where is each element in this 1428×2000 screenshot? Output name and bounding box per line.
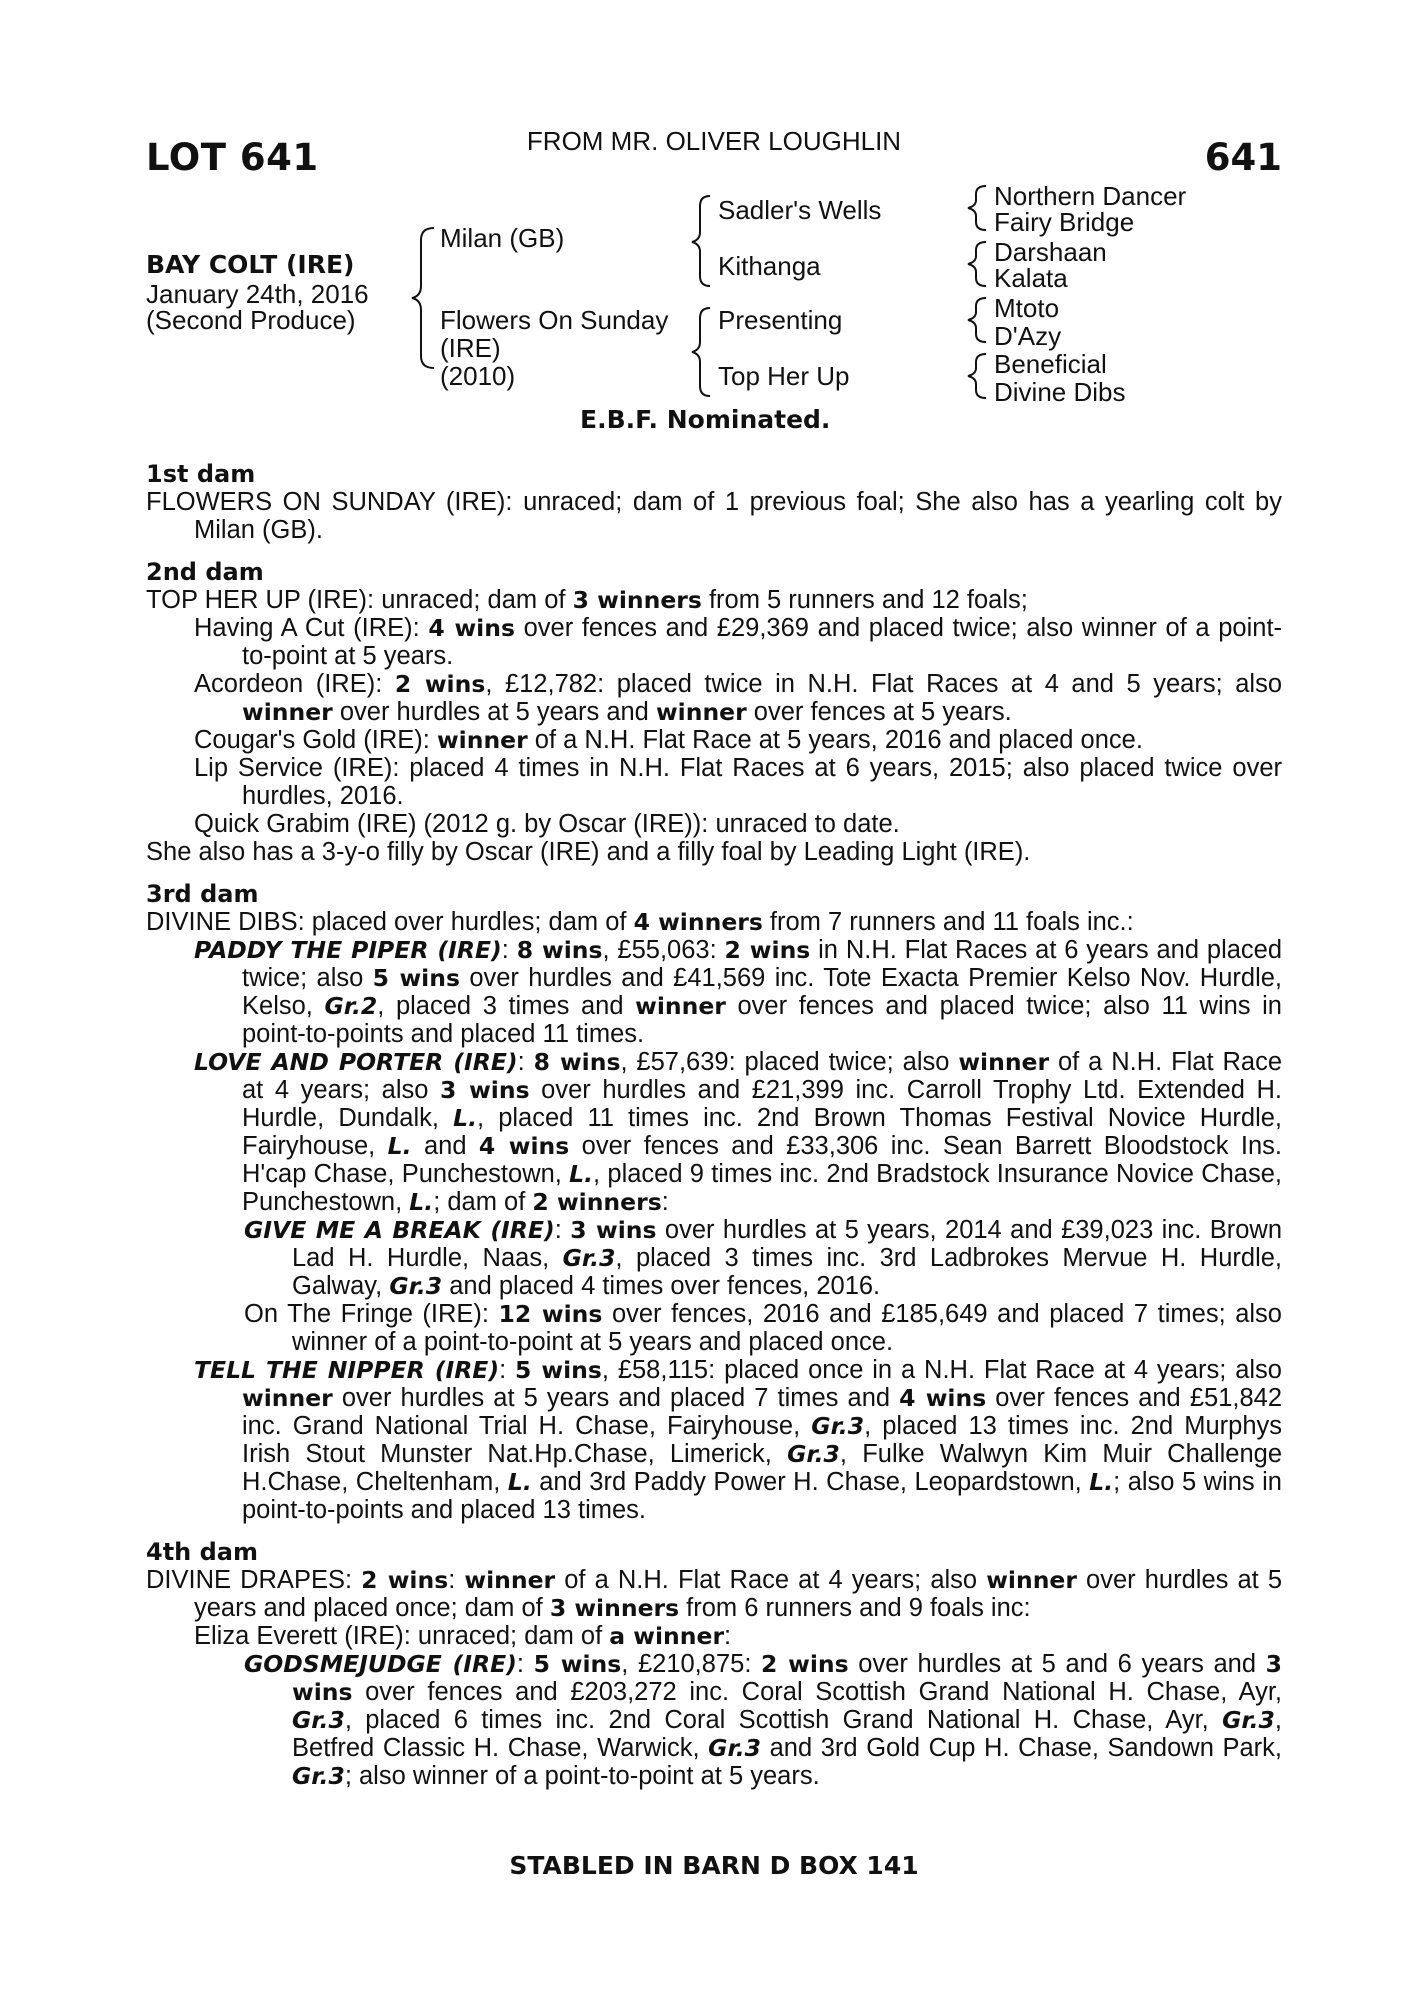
emphasis-text: 8 wins — [516, 936, 603, 964]
emphasis-text: TELL THE NIPPER (IRE) — [194, 1356, 500, 1384]
emphasis-text: winner — [635, 992, 726, 1020]
emphasis-text: 2 wins — [394, 670, 486, 698]
entry-text: : — [499, 1356, 516, 1384]
emphasis-text: 3 wins — [570, 1216, 657, 1244]
great-grandparent-8: Divine Dibs — [994, 377, 1126, 407]
emphasis-text: a winner — [609, 1622, 725, 1650]
family-notes — [146, 460, 1282, 1790]
emphasis-text: Gr.3 — [562, 1244, 616, 1272]
emphasis-text: winner — [242, 698, 333, 726]
dam-section — [146, 880, 1282, 1524]
entry-text: from 6 runners and 9 foals inc: — [679, 1594, 1031, 1622]
emphasis-text: L. — [387, 1132, 412, 1160]
entry-text: ; also 5 wins in point-to-points and placed 13 times. — [242, 1468, 1282, 1524]
entry-text: over fences and £203,272 inc. Coral Scottish Grand National H. Chase, Ayr, — [352, 1678, 1282, 1706]
entry-text: over hurdles and £41,569 inc. Tote Exacta Premier Kelso Nov. Hurdle, Kelso, — [242, 964, 1283, 1020]
entry-text: : — [448, 1566, 465, 1594]
family-entry — [146, 838, 1282, 866]
produce-note: (Second Produce) — [146, 305, 356, 335]
entry-text: FLOWERS ON SUNDAY (IRE): unraced; dam of 1 previous foal; She also has a yearling colt by Milan (GB). — [146, 488, 1282, 544]
emphasis-text: Gr.3 — [708, 1734, 761, 1762]
entry-text: , placed 9 times inc. 2nd Bradstock Insurance Novice Chase, Punchestown, — [242, 1160, 1282, 1216]
emphasis-text: Gr.3 — [787, 1440, 840, 1468]
dam-section — [146, 558, 1282, 866]
dam-dam: Top Her Up — [718, 361, 850, 391]
entry-text: , £58,115: placed once in a N.H. Flat Race at 4 years; also — [601, 1356, 1282, 1384]
entry-text: from 5 runners and 12 foals; — [701, 586, 1028, 614]
entry-text: over fences and £29,369 and placed twice; also winner of a point-to-point at 5 years. — [242, 614, 1283, 670]
entry-text: , placed 13 times inc. 2nd Murphys Irish Stout Munster Nat.Hp.Chase, Limerick, — [242, 1412, 1283, 1468]
entry-text: over hurdles and £21,399 inc. Carroll Trophy Ltd. Extended H. Hurdle, Dundalk, — [242, 1076, 1282, 1132]
section-heading: 4th dam — [146, 1538, 258, 1566]
entry-text: and 3rd Gold Cup H. Chase, Sandown Park, — [760, 1734, 1282, 1762]
emphasis-text: Gr.3 — [389, 1272, 443, 1300]
emphasis-text: 8 wins — [533, 1048, 621, 1076]
dam-name-line2: (IRE) — [440, 333, 501, 363]
sire-sire: Sadler's Wells — [718, 195, 882, 225]
bracket-g4 — [968, 354, 986, 398]
entry-text: : — [724, 1622, 732, 1650]
bracket-dam — [692, 308, 710, 396]
emphasis-text: Gr.3 — [292, 1762, 345, 1790]
family-entry — [146, 614, 1282, 670]
dam-section — [146, 460, 1282, 544]
vendor-line: FROM MR. OLIVER LOUGHLIN — [526, 126, 902, 156]
family-entry — [146, 754, 1282, 810]
family-entry — [146, 586, 1282, 614]
sire-dam: Kithanga — [718, 251, 821, 281]
entry-text: and 3rd Paddy Power H. Chase, Leopardstown, — [531, 1468, 1090, 1496]
emphasis-text: 3 winners — [549, 1594, 680, 1622]
entry-text: , Betfred Classic H. Chase, Warwick, — [292, 1706, 1282, 1762]
emphasis-text: Gr.2 — [324, 992, 378, 1020]
family-entry — [146, 488, 1282, 544]
entry-text: Eliza Everett (IRE): unraced; dam of — [194, 1622, 610, 1650]
family-entry — [146, 1622, 1282, 1650]
ebf-nomination: E.B.F. Nominated. — [580, 405, 831, 434]
entry-text: Having A Cut (IRE): — [194, 614, 429, 642]
entry-text: Cougar's Gold (IRE): — [194, 726, 437, 754]
entry-text: of a N.H. Flat Race at 4 years; also — [555, 1566, 987, 1594]
sire-name: Milan (GB) — [440, 223, 565, 253]
emphasis-text: L. — [507, 1468, 532, 1496]
entry-text: : — [554, 1216, 571, 1244]
entry-text: ; dam of — [433, 1188, 533, 1216]
dam-foaled-year: (2010) — [440, 361, 516, 391]
family-entry — [146, 1356, 1282, 1524]
entry-text: : — [516, 1650, 534, 1678]
great-grandparent-7: Beneficial — [994, 349, 1107, 379]
entry-text: DIVINE DRAPES: — [146, 1566, 362, 1594]
entry-text: over fences and placed twice; also 11 wins in point-to-points and placed 11 times. — [242, 992, 1282, 1048]
entry-text: , £12,782: placed twice in N.H. Flat Races at 4 and 5 years; also — [485, 670, 1283, 698]
entry-text: , £210,875: — [621, 1650, 762, 1678]
entry-text: and placed 4 times over fences, 2016. — [442, 1272, 881, 1300]
family-entry — [146, 1566, 1282, 1622]
emphasis-text: L. — [453, 1104, 477, 1132]
entry-text: over fences and £33,306 inc. Sean Barrett Bloodstock Ins. H'cap Chase, Punchestown, — [242, 1132, 1283, 1188]
emphasis-text: winner — [464, 1566, 556, 1594]
section-heading: 1st dam — [146, 460, 256, 488]
bracket-sire — [692, 196, 710, 286]
great-grandparent-2: Fairy Bridge — [994, 207, 1135, 237]
emphasis-text: 5 wins — [372, 964, 460, 992]
dam-section — [146, 1538, 1282, 1790]
emphasis-text: winner — [986, 1566, 1077, 1594]
emphasis-text: L. — [569, 1160, 594, 1188]
entry-text: Quick Grabim (IRE) (2012 g. by Oscar (IRE)): unraced to date. — [194, 810, 900, 838]
entry-text: over hurdles at 5 and 6 years and — [848, 1650, 1266, 1678]
stabling-note: STABLED IN BARN D BOX 141 — [509, 1851, 919, 1880]
dam-name-line1: Flowers On Sunday — [440, 305, 669, 335]
bracket-g3 — [968, 298, 986, 342]
family-entry — [146, 1300, 1282, 1356]
emphasis-text: winner — [958, 1048, 1050, 1076]
emphasis-text: 4 winners — [633, 908, 763, 936]
emphasis-text: PADDY THE PIPER (IRE) — [194, 936, 502, 964]
entry-text: Acordeon (IRE): — [194, 670, 395, 698]
entry-text: and — [411, 1132, 479, 1160]
emphasis-text: 2 wins — [361, 1566, 449, 1594]
family-entry — [146, 810, 1282, 838]
emphasis-text: L. — [1089, 1468, 1114, 1496]
family-entry — [146, 936, 1282, 1048]
emphasis-text: 4 wins — [899, 1384, 987, 1412]
emphasis-text: winner — [436, 726, 528, 754]
foaling-date: January 24th, 2016 — [146, 279, 369, 309]
entry-text: over hurdles at 5 years, 2014 and £39,023 inc. Brown Lad H. Hurdle, Naas, — [292, 1216, 1282, 1272]
emphasis-text: L. — [409, 1188, 434, 1216]
entry-text: over fences at 5 years. — [746, 698, 1012, 726]
emphasis-text: 3 wins — [292, 1650, 1283, 1706]
entry-text: DIVINE DIBS: placed over hurdles; dam of — [146, 908, 634, 936]
emphasis-text: 4 wins — [428, 614, 515, 642]
family-entry — [146, 908, 1282, 936]
horse-name: BAY COLT (IRE) — [146, 250, 355, 279]
dam-sire: Presenting — [718, 305, 843, 335]
family-entry — [146, 1650, 1282, 1790]
entry-text: over fences and £51,842 inc. Grand National Trial H. Chase, Fairyhouse, — [242, 1384, 1283, 1440]
entry-text: Lip Service (IRE): placed 4 times in N.H. Flat Races at 6 years, 2015; also placed twice over hurdles, 2016. — [194, 754, 1282, 810]
entry-text: : — [501, 936, 517, 964]
entry-text: , £57,639: placed twice; also — [620, 1048, 959, 1076]
entry-text: TOP HER UP (IRE): unraced; dam of — [146, 586, 573, 614]
family-entry — [146, 726, 1282, 754]
great-grandparent-5: Mtoto — [994, 293, 1060, 323]
emphasis-text: LOVE AND PORTER (IRE) — [194, 1048, 518, 1076]
section-heading: 2nd dam — [146, 558, 264, 586]
emphasis-text: Gr.3 — [811, 1412, 865, 1440]
emphasis-text: 4 wins — [478, 1132, 570, 1160]
emphasis-text: 3 winners — [572, 586, 702, 614]
section-heading: 3rd dam — [146, 880, 259, 908]
entry-text: , placed 3 times and — [377, 992, 636, 1020]
emphasis-text: Gr.3 — [1222, 1706, 1275, 1734]
emphasis-text: 2 winners — [532, 1188, 662, 1216]
entry-text: of a N.H. Flat Race at 5 years, 2016 and placed once. — [527, 726, 1143, 754]
lot-number: 641 — [1204, 136, 1282, 179]
bracket-horse — [412, 228, 434, 368]
family-entry — [146, 1216, 1282, 1300]
emphasis-text: GODSMEJUDGE (IRE) — [244, 1650, 517, 1678]
emphasis-text: Gr.3 — [292, 1706, 345, 1734]
family-entry — [146, 670, 1282, 726]
entry-text: , placed 3 times inc. 3rd Ladbrokes Mervue H. Hurdle, Galway, — [292, 1244, 1283, 1300]
entry-text: , placed 6 times inc. 2nd Coral Scottish Grand National H. Chase, Ayr, — [344, 1706, 1223, 1734]
great-grandparent-1: Northern Dancer — [994, 181, 1187, 211]
emphasis-text: GIVE ME A BREAK (IRE) — [244, 1216, 555, 1244]
entry-text: , placed 11 times inc. 2nd Brown Thomas Festival Novice Hurdle, Fairyhouse, — [242, 1104, 1282, 1160]
entry-text: She also has a 3-y-o filly by Oscar (IRE) and a filly foal by Leading Light (IRE). — [146, 838, 1031, 866]
emphasis-text: 12 wins — [498, 1300, 603, 1328]
bracket-g1 — [968, 186, 986, 230]
pedigree-table — [0, 0, 1428, 440]
entry-text: over hurdles at 5 years and — [332, 698, 656, 726]
entry-text: On The Fringe (IRE): — [244, 1300, 499, 1328]
emphasis-text: 5 wins — [515, 1356, 602, 1384]
great-grandparent-6: D'Azy — [994, 321, 1062, 351]
lot-label: LOT 641 — [146, 136, 319, 179]
emphasis-text: 2 wins — [761, 1650, 849, 1678]
emphasis-text: 5 wins — [533, 1650, 622, 1678]
entry-text: over hurdles at 5 years and placed 7 times and — [332, 1384, 900, 1412]
entry-text: ; also winner of a point-to-point at 5 years. — [344, 1762, 820, 1790]
entry-text: , Fulke Walwyn Kim Muir Challenge H.Chase, Cheltenham, — [242, 1440, 1282, 1496]
entry-text: : — [517, 1048, 534, 1076]
bracket-g2 — [968, 242, 986, 286]
emphasis-text: 3 wins — [440, 1076, 530, 1104]
family-entry — [146, 1048, 1282, 1216]
great-grandparent-4: Kalata — [994, 263, 1068, 293]
emphasis-text: winner — [242, 1384, 333, 1412]
entry-text: from 7 runners and 11 foals inc.: — [762, 908, 1134, 936]
entry-text: over fences, 2016 and £185,649 and placed 7 times; also winner of a point-to-point at 5 years and placed once. — [292, 1300, 1282, 1356]
emphasis-text: winner — [655, 698, 747, 726]
entry-text: in N.H. Flat Races at 6 years and placed twice; also — [242, 936, 1283, 992]
entry-text: , £55,063: — [602, 936, 725, 964]
emphasis-text: 2 wins — [724, 936, 811, 964]
entry-text: of a N.H. Flat Race at 4 years; also — [242, 1048, 1283, 1104]
entry-text: : — [661, 1188, 669, 1216]
entry-text: over hurdles at 5 years and placed once; dam of — [194, 1566, 1283, 1622]
pedigree-brackets — [0, 0, 1428, 440]
great-grandparent-3: Darshaan — [994, 237, 1107, 267]
